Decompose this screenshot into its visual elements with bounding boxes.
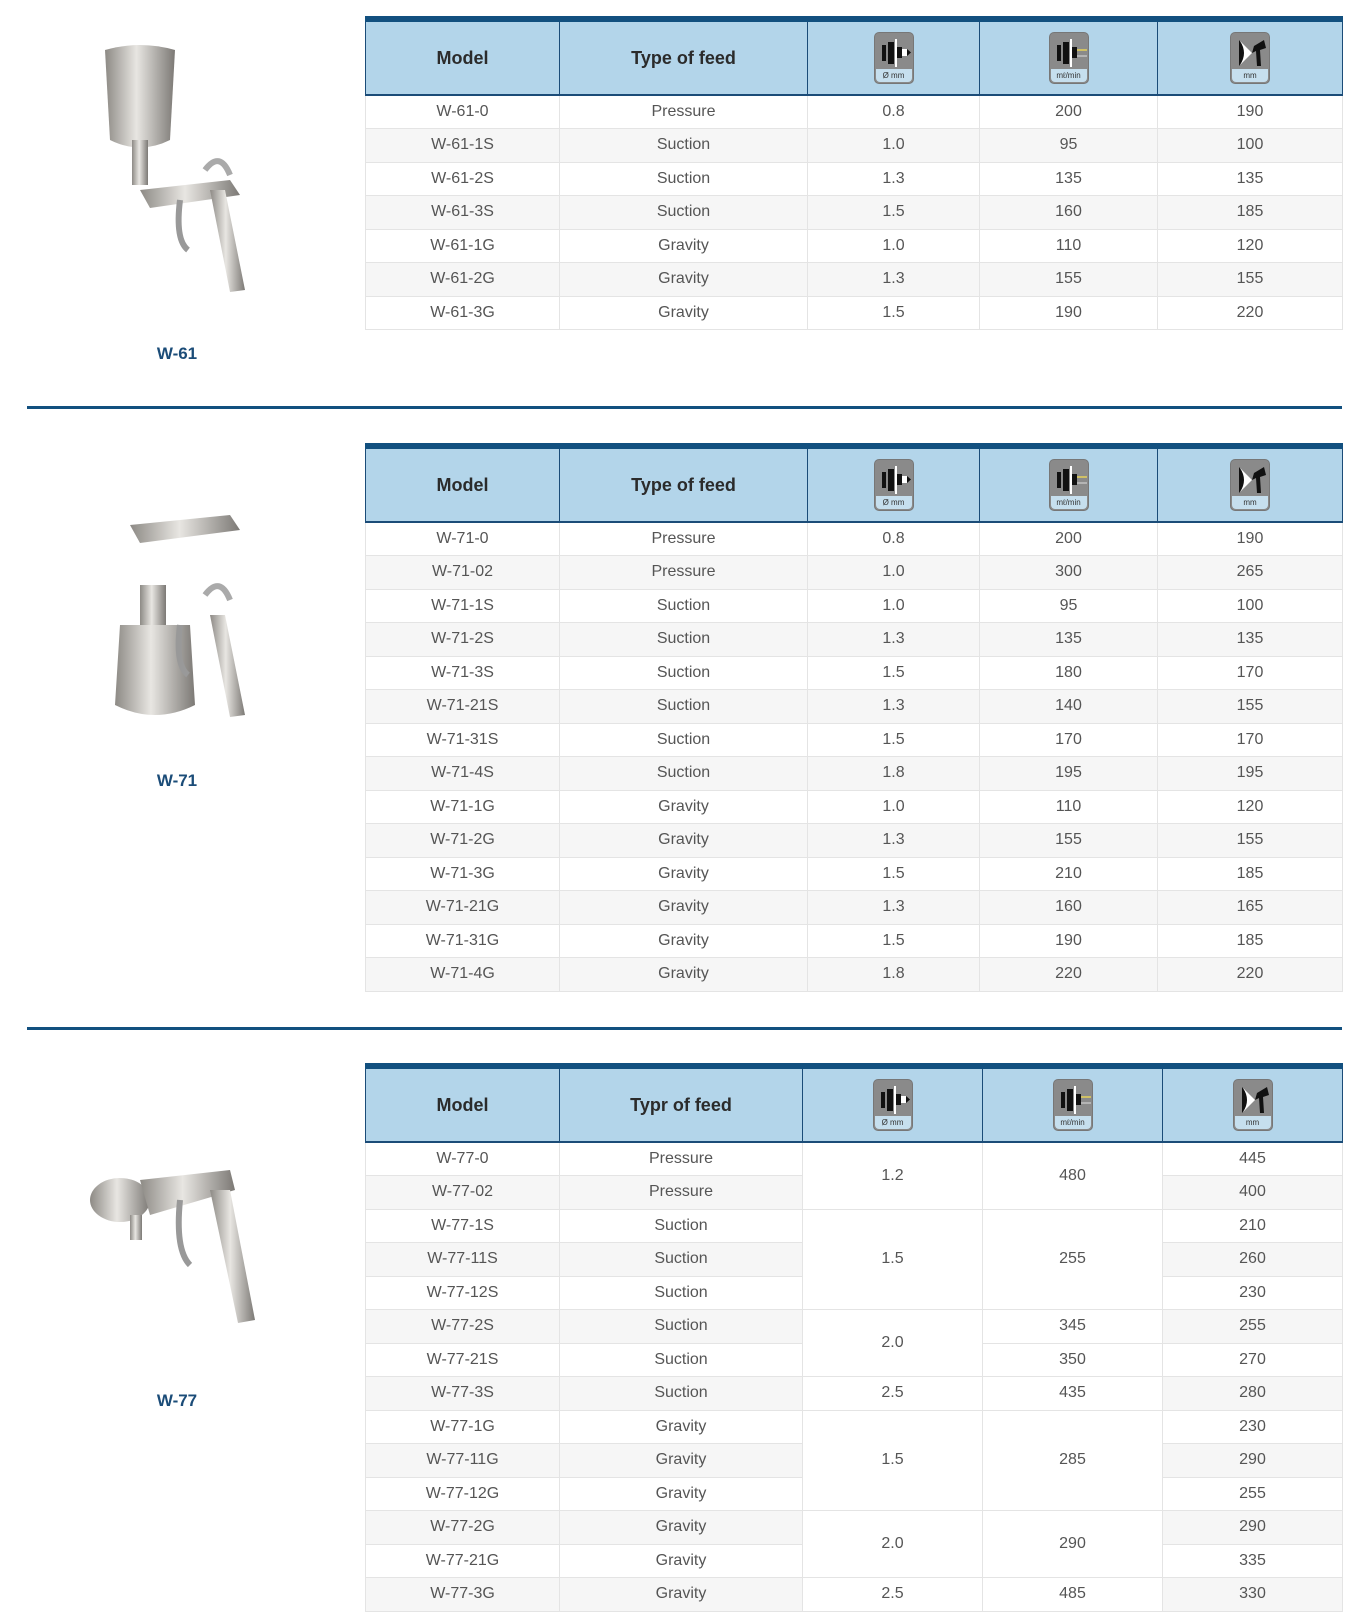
table-row — [366, 196, 1343, 230]
orifice-cell: 1.5 — [808, 857, 980, 891]
table-row — [366, 924, 1343, 958]
feed-type-cell: Suction — [560, 196, 808, 230]
table-row — [366, 296, 1343, 330]
feed-type-cell: Gravity — [560, 263, 808, 297]
flow-cell: 285 — [983, 1410, 1163, 1511]
header-feed-type: Type of feed — [560, 446, 808, 522]
header-orifice — [808, 446, 980, 522]
feed-type-cell: Gravity — [560, 891, 808, 925]
section-divider — [27, 1027, 1342, 1030]
pattern-cell: 120 — [1158, 229, 1343, 263]
pattern-cell: 155 — [1158, 263, 1343, 297]
model-cell: W-71-2S — [366, 623, 560, 657]
feed-type-cell: Suction — [560, 1276, 803, 1310]
pattern-cell: 210 — [1163, 1209, 1343, 1243]
pattern-unit: mm — [1235, 1116, 1271, 1129]
pattern-cell: 100 — [1158, 589, 1343, 623]
feed-type-cell: Gravity — [560, 1544, 803, 1578]
flow-cell: 135 — [980, 623, 1158, 657]
pattern-cell: 265 — [1158, 556, 1343, 590]
orifice-cell: 1.3 — [808, 263, 980, 297]
pattern-cell: 170 — [1158, 656, 1343, 690]
table-row — [366, 757, 1343, 791]
table-row — [366, 1511, 1343, 1545]
feed-type-cell: Gravity — [560, 1410, 803, 1444]
model-cell: W-61-0 — [366, 95, 560, 129]
model-cell: W-71-21S — [366, 690, 560, 724]
flow-cell: 220 — [980, 958, 1158, 992]
table-row — [366, 229, 1343, 263]
flow-cell: 200 — [980, 522, 1158, 556]
feed-type-cell: Pressure — [560, 95, 808, 129]
model-cell: W-61-3G — [366, 296, 560, 330]
feed-type-cell: Suction — [560, 1343, 803, 1377]
header-model: Model — [366, 1066, 560, 1142]
flow-cell: 110 — [980, 229, 1158, 263]
orifice-cell: 1.3 — [808, 623, 980, 657]
model-cell: W-71-31G — [366, 924, 560, 958]
nozzle-orifice-icon — [874, 459, 914, 511]
orifice-cell: 1.8 — [808, 958, 980, 992]
pattern-cell: 290 — [1163, 1511, 1343, 1545]
table-row — [366, 857, 1343, 891]
feed-type-cell: Gravity — [560, 1511, 803, 1545]
spray-pattern-icon — [1230, 32, 1270, 84]
model-cell: W-77-3G — [366, 1578, 560, 1612]
table-row — [366, 129, 1343, 163]
model-cell: W-77-11G — [366, 1444, 560, 1478]
feed-type-cell: Gravity — [560, 824, 808, 858]
header-pattern — [1163, 1066, 1343, 1142]
flow-cell: 300 — [980, 556, 1158, 590]
feed-type-cell: Suction — [560, 1377, 803, 1411]
header-feed-type: Typr of feed — [560, 1066, 803, 1142]
header-model: Model — [366, 446, 560, 522]
model-cell: W-71-21G — [366, 891, 560, 925]
pattern-cell: 255 — [1163, 1310, 1343, 1344]
orifice-cell: 1.3 — [808, 824, 980, 858]
table-row — [366, 824, 1343, 858]
header-flow — [983, 1066, 1163, 1142]
flow-unit: mℓ/min — [1051, 496, 1087, 509]
fluid-flow-icon — [1049, 459, 1089, 511]
model-cell: W-71-0 — [366, 522, 560, 556]
flow-cell: 140 — [980, 690, 1158, 724]
pattern-cell: 155 — [1158, 824, 1343, 858]
pattern-cell: 165 — [1158, 891, 1343, 925]
pattern-cell: 190 — [1158, 95, 1343, 129]
section-divider — [27, 406, 1342, 409]
product-name: W-77 — [156, 1391, 198, 1410]
feed-type-cell: Pressure — [560, 556, 808, 590]
flow-cell: 485 — [983, 1578, 1163, 1612]
flow-cell: 350 — [983, 1343, 1163, 1377]
orifice-cell: 1.0 — [808, 556, 980, 590]
model-cell: W-77-1G — [366, 1410, 560, 1444]
orifice-cell: 2.5 — [803, 1578, 983, 1612]
model-cell: W-71-3G — [366, 857, 560, 891]
model-cell: W-77-21G — [366, 1544, 560, 1578]
orifice-cell: 1.0 — [808, 790, 980, 824]
pattern-unit: mm — [1232, 69, 1268, 82]
pattern-cell: 280 — [1163, 1377, 1343, 1411]
pattern-cell: 135 — [1158, 162, 1343, 196]
table-row — [366, 1410, 1343, 1444]
feed-type-cell: Gravity — [560, 857, 808, 891]
pattern-cell: 220 — [1158, 958, 1343, 992]
orifice-cell: 2.0 — [803, 1310, 983, 1377]
table-row — [366, 95, 1343, 129]
spray-gun-image — [80, 40, 280, 335]
product-name: W-71 — [156, 771, 198, 790]
orifice-cell: 1.0 — [808, 229, 980, 263]
fluid-flow-icon — [1053, 1079, 1093, 1131]
pattern-cell: 100 — [1158, 129, 1343, 163]
table-header — [366, 19, 1343, 95]
spray-pattern-icon — [1230, 459, 1270, 511]
orifice-cell: 1.5 — [803, 1410, 983, 1511]
flow-cell: 290 — [983, 1511, 1163, 1578]
feed-type-cell: Suction — [560, 162, 808, 196]
flow-cell: 95 — [980, 589, 1158, 623]
pattern-cell: 290 — [1163, 1444, 1343, 1478]
product-name: W-61 — [156, 344, 198, 363]
flow-cell: 160 — [980, 196, 1158, 230]
flow-unit: mℓ/min — [1055, 1116, 1091, 1129]
table-row — [366, 1578, 1343, 1612]
header-pattern — [1158, 19, 1343, 95]
header-pattern — [1158, 446, 1343, 522]
header-feed-type: Type of feed — [560, 19, 808, 95]
table-header — [366, 446, 1343, 522]
orifice-cell: 1.0 — [808, 129, 980, 163]
feed-type-cell: Suction — [560, 1243, 803, 1277]
pattern-cell: 220 — [1158, 296, 1343, 330]
model-cell: W-71-31S — [366, 723, 560, 757]
flow-cell: 480 — [983, 1142, 1163, 1209]
orifice-cell: 1.5 — [808, 924, 980, 958]
pattern-cell: 120 — [1158, 790, 1343, 824]
orifice-cell: 1.2 — [803, 1142, 983, 1209]
table-row — [366, 162, 1343, 196]
nozzle-orifice-icon — [873, 1079, 913, 1131]
spray-pattern-icon — [1233, 1079, 1273, 1131]
pattern-cell: 260 — [1163, 1243, 1343, 1277]
model-cell: W-77-21S — [366, 1343, 560, 1377]
header-flow — [980, 19, 1158, 95]
flow-cell: 160 — [980, 891, 1158, 925]
feed-type-cell: Suction — [560, 589, 808, 623]
header-orifice — [803, 1066, 983, 1142]
spec-table-w-77 — [365, 1063, 1343, 1612]
feed-type-cell: Suction — [560, 723, 808, 757]
spec-table-w-71 — [365, 443, 1343, 992]
header-flow — [980, 446, 1158, 522]
fluid-flow-icon — [1049, 32, 1089, 84]
pattern-cell: 135 — [1158, 623, 1343, 657]
feed-type-cell: Gravity — [560, 958, 808, 992]
orifice-unit: Ø mm — [876, 69, 912, 82]
orifice-cell: 1.0 — [808, 589, 980, 623]
orifice-cell: 1.8 — [808, 757, 980, 791]
orifice-unit: Ø mm — [875, 1116, 911, 1129]
model-cell: W-77-3S — [366, 1377, 560, 1411]
model-cell: W-61-2S — [366, 162, 560, 196]
orifice-cell: 1.3 — [808, 690, 980, 724]
orifice-cell: 1.5 — [808, 296, 980, 330]
feed-type-cell: Gravity — [560, 790, 808, 824]
model-cell: W-71-2G — [366, 824, 560, 858]
model-cell: W-61-1S — [366, 129, 560, 163]
model-cell: W-71-1G — [366, 790, 560, 824]
flow-cell: 195 — [980, 757, 1158, 791]
table-row — [366, 690, 1343, 724]
table-row — [366, 790, 1343, 824]
pattern-cell: 255 — [1163, 1477, 1343, 1511]
model-cell: W-71-3S — [366, 656, 560, 690]
orifice-cell: 1.5 — [808, 196, 980, 230]
orifice-cell: 1.5 — [808, 723, 980, 757]
pattern-cell: 330 — [1163, 1578, 1343, 1612]
flow-cell: 200 — [980, 95, 1158, 129]
flow-cell: 210 — [980, 857, 1158, 891]
pattern-cell: 190 — [1158, 522, 1343, 556]
orifice-cell: 2.5 — [803, 1377, 983, 1411]
flow-cell: 170 — [980, 723, 1158, 757]
pattern-cell: 155 — [1158, 690, 1343, 724]
model-cell: W-61-3S — [366, 196, 560, 230]
spec-table-w-61 — [365, 16, 1343, 330]
model-cell: W-71-4S — [366, 757, 560, 791]
model-cell: W-77-11S — [366, 1243, 560, 1277]
table-row — [366, 958, 1343, 992]
feed-type-cell: Suction — [560, 757, 808, 791]
table-row — [366, 1377, 1343, 1411]
feed-type-cell: Gravity — [560, 1477, 803, 1511]
model-cell: W-71-1S — [366, 589, 560, 623]
pattern-cell: 230 — [1163, 1410, 1343, 1444]
feed-type-cell: Gravity — [560, 1578, 803, 1612]
orifice-unit: Ø mm — [876, 496, 912, 509]
table-row — [366, 556, 1343, 590]
pattern-cell: 270 — [1163, 1343, 1343, 1377]
model-cell: W-61-1G — [366, 229, 560, 263]
flow-cell: 135 — [980, 162, 1158, 196]
pattern-cell: 445 — [1163, 1142, 1343, 1176]
table-row — [366, 891, 1343, 925]
pattern-cell: 185 — [1158, 857, 1343, 891]
pattern-cell: 185 — [1158, 196, 1343, 230]
table-row — [366, 263, 1343, 297]
pattern-cell: 335 — [1163, 1544, 1343, 1578]
orifice-cell: 1.5 — [808, 656, 980, 690]
flow-cell: 180 — [980, 656, 1158, 690]
flow-cell: 95 — [980, 129, 1158, 163]
table-row — [366, 656, 1343, 690]
flow-cell: 190 — [980, 296, 1158, 330]
pattern-unit: mm — [1232, 496, 1268, 509]
feed-type-cell: Gravity — [560, 229, 808, 263]
table-row — [366, 1142, 1343, 1176]
nozzle-orifice-icon — [874, 32, 914, 84]
orifice-cell: 1.5 — [803, 1209, 983, 1310]
feed-type-cell: Suction — [560, 1310, 803, 1344]
model-cell: W-77-12G — [366, 1477, 560, 1511]
table-row — [366, 1209, 1343, 1243]
model-cell: W-77-2G — [366, 1511, 560, 1545]
model-cell: W-71-4G — [366, 958, 560, 992]
feed-type-cell: Suction — [560, 623, 808, 657]
flow-unit: mℓ/min — [1051, 69, 1087, 82]
table-header — [366, 1066, 1343, 1142]
orifice-cell: 2.0 — [803, 1511, 983, 1578]
feed-type-cell: Pressure — [560, 1142, 803, 1176]
orifice-cell: 0.8 — [808, 95, 980, 129]
model-cell: W-77-12S — [366, 1276, 560, 1310]
model-cell: W-77-1S — [366, 1209, 560, 1243]
pattern-cell: 185 — [1158, 924, 1343, 958]
flow-cell: 190 — [980, 924, 1158, 958]
model-cell: W-77-2S — [366, 1310, 560, 1344]
feed-type-cell: Gravity — [560, 924, 808, 958]
feed-type-cell: Gravity — [560, 296, 808, 330]
feed-type-cell: Pressure — [560, 522, 808, 556]
orifice-cell: 1.3 — [808, 162, 980, 196]
feed-type-cell: Suction — [560, 690, 808, 724]
flow-cell: 255 — [983, 1209, 1163, 1310]
orifice-cell: 0.8 — [808, 522, 980, 556]
model-cell: W-77-0 — [366, 1142, 560, 1176]
header-model: Model — [366, 19, 560, 95]
pattern-cell: 400 — [1163, 1176, 1343, 1210]
feed-type-cell: Suction — [560, 129, 808, 163]
pattern-cell: 195 — [1158, 757, 1343, 791]
feed-type-cell: Pressure — [560, 1176, 803, 1210]
model-cell: W-77-02 — [366, 1176, 560, 1210]
model-cell: W-61-2G — [366, 263, 560, 297]
flow-cell: 345 — [983, 1310, 1163, 1344]
spray-gun-image — [80, 1120, 280, 1415]
model-cell: W-71-02 — [366, 556, 560, 590]
pattern-cell: 230 — [1163, 1276, 1343, 1310]
orifice-cell: 1.3 — [808, 891, 980, 925]
flow-cell: 155 — [980, 824, 1158, 858]
feed-type-cell: Gravity — [560, 1444, 803, 1478]
feed-type-cell: Suction — [560, 656, 808, 690]
table-row — [366, 723, 1343, 757]
table-row — [366, 522, 1343, 556]
flow-cell: 435 — [983, 1377, 1163, 1411]
flow-cell: 110 — [980, 790, 1158, 824]
header-orifice — [808, 19, 980, 95]
table-row — [366, 589, 1343, 623]
table-row — [366, 623, 1343, 657]
feed-type-cell: Suction — [560, 1209, 803, 1243]
flow-cell: 155 — [980, 263, 1158, 297]
table-row — [366, 1310, 1343, 1344]
spray-gun-image — [80, 465, 280, 760]
pattern-cell: 170 — [1158, 723, 1343, 757]
